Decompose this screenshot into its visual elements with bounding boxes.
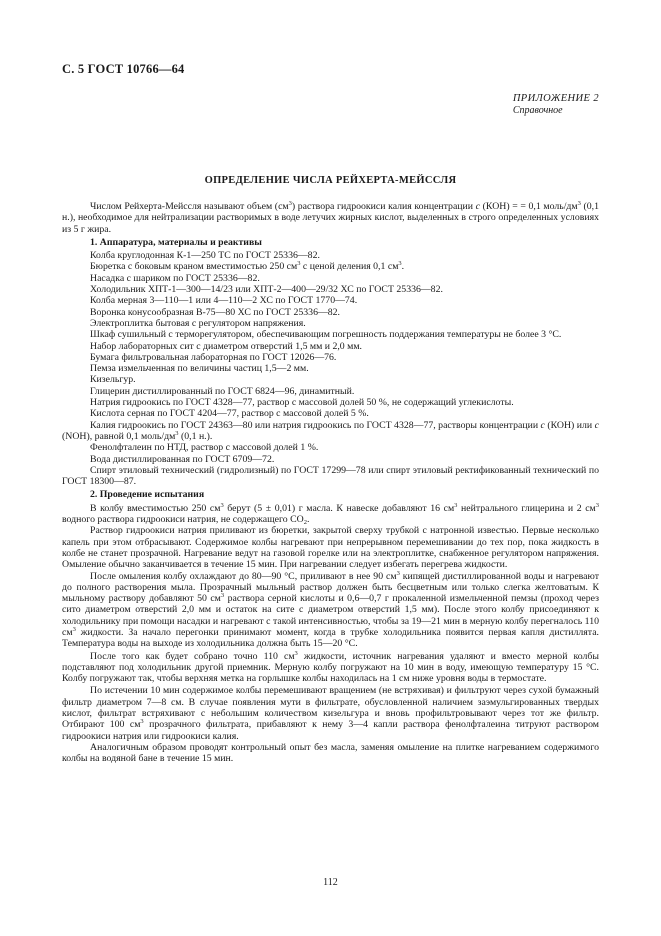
list-item: Кислота серная по ГОСТ 4204—77, раствор с массовой долей 5 %.	[90, 408, 369, 420]
running-header: С. 5 ГОСТ 10766—64	[62, 62, 185, 76]
list-item: Кизельгур.	[90, 374, 136, 386]
list-item: Калия гидроокись по ГОСТ 24363—80 или натрия гидроокись по ГОСТ 4328—77, растворы концентрации c (КОН) или c (NОН), равной 0,1 моль/$дм^3$ (0,1 н.).	[62, 419, 599, 442]
list-item: Набор лабораторных сит с диаметром отверстий 1,5 мм и 2,0 мм.	[90, 340, 363, 352]
paragraph: По истечении 10 мин содержимое колбы перемешивают вращением (не встряхивая) и фильтруют через сухой бумажный фильтр диаметром 7—8 см. В случае появления мути в фильтрате, обусловленной наличием заэмульгированных твердых кислот, фильтрат встряхивают с небольшим количеством кизельгура и вновь профильтровывают через тот же фильтр. Отбирают 100 $см^3$ прозрачного фильтрата, прибавляют к нему 3—4 капли раствора фенолфталеина титруют раствором гидроокиси натрия или гидроокиси калия.	[62, 685, 599, 742]
list-item: Шкаф сушильный с терморегулятором, обеспечивающим погрешность поддержания температуры не более 3 °С.	[90, 329, 562, 341]
list-item: Насадка с шариком по ГОСТ 25336—82.	[90, 272, 260, 284]
list-item: Пемза измельченная по величины частиц 1,5—2 мм.	[90, 363, 309, 375]
list-item: Колба круглодонная К-1—250 ТС по ГОСТ 25336—82.	[90, 250, 320, 262]
paragraph: После омыления колбу охлаждают до 80—90 °С, приливают в нее 90 $см^3$ кипящей дистиллированной воды и нагревают до полного растворения мыла. Прозрачный мыльный раствор должен быть бесцветным или только слегка желтоватым. К мыльному раствору добавляют 50 $см^3$ раствора серной кислоты и 0,6—0,7 г прокаленной измельченной пемзы (проход через сито диаметром отверстий 2,0 мм и остаток на сите с диаметром отверстий 1,5 мм). После этого колбу присоединяют к холодильнику при помощи насадки и нагревают с такой интенсивностью, чтобы за 19—21 мин в мерную колбу перегналось 110 $см^3$ жидкости. За началo перегонки принимают момент, когда в трубке холодильника появится первая капля дистиллята. Температура воды на выходе из холодильника должна быть 15—20 °С.	[62, 569, 600, 650]
section-heading-1: 1. Аппаратура, материалы и реактивы	[90, 236, 262, 248]
appendix-title: ПРИЛОЖЕНИЕ 2	[512, 93, 599, 104]
list-item: Электроплитка бытовая с регулятором напряжения.	[90, 317, 306, 329]
page-number: 112	[323, 877, 338, 888]
list-item: Глицерин дистиллированный по ГОСТ 6824—96, динамитный.	[90, 385, 355, 397]
list-item: Бюретка с боковым краном вместимостью 250 $см^3$ с ценой деления 0,1 $см^3$.	[90, 260, 405, 273]
appendix-note: Справочное	[512, 105, 563, 116]
paragraph: Аналогичным образом проводят контрольный опыт без масла, заменяя омыление на плитке нагреванием содержимого колбы на водяной бане в течение 15 мин.	[62, 741, 599, 765]
paragraph: В колбу вместимостью 250 $см^3$ берут (5 ± 0,01) г масла. К навеске добавляют 16 $см^3$ нейтрального глицерина и 2 $см^3$ водного раствора гидроокиси натрия, не содержащего $СО_2$.	[62, 501, 599, 527]
appendix-label	[513, 93, 599, 117]
list-item: Вода дистиллированная по ГОСТ 6709—72.	[90, 453, 275, 465]
list-item: Спирт этиловый технический (гидролизный) по ГОСТ 17299—78 или спирт этиловый ректификованный технический по ГОСТ 18300—87.	[62, 464, 599, 488]
document-body	[62, 201, 599, 765]
list-item: Фенолфталеин по НТД, раствор с массовой долей 1 %.	[90, 442, 319, 454]
intro-paragraph: Числом Рейхерта-Мейссля называют объем $(см^3)$ раствора гидроокиси калия концентрации c (КОН) = = 0,1 моль/$дм^3$ (0,1 н.), необходимое для нейтрализации растворимых в воде летучих жирных кислот, выделенных в строго определенных условиях из 5 г жира.	[62, 200, 599, 235]
list-item: Холодильник ХПТ-1—300—14/23 или ХПТ-2—400—29/32 ХС по ГОСТ 25336—82.	[90, 284, 443, 296]
list-item: Колба мерная 3—110—1 или 4—110—2 ХС по ГОСТ 1770—74.	[90, 295, 358, 307]
section-heading-2: 2. Проведение испытания	[90, 489, 205, 501]
list-item: Бумага фильтровальная лабораторная по ГОСТ 12026—76.	[90, 351, 337, 363]
page-title: ОПРЕДЕЛЕНИЕ ЧИСЛА РЕЙХЕРТА-МЕЙССЛЯ	[204, 175, 457, 186]
list-item: Натрия гидроокись по ГОСТ 4328—77, раствор с массовой долей 50 %, не содержащий углекислоты.	[90, 397, 514, 409]
list-item: Воронка конусообразная В-75—80 ХС по ГОСТ 25336—82.	[90, 306, 341, 318]
paragraph: Раствор гидроокиси натрия приливают из бюретки, закрытой сверху трубкой с натронной известью. Первые несколько капель при этом отбрасывают. Содержимое колбы нагревают при непрерывном перемешивании до тех пор, пока жидкость в колбе не станет прозрачной. Нагревание ведут на газовой горелке или на электроплитке, снабженное регулятором напряжения. Омыление обычно заканчивается в течение 15 мин. При нагревании следует избегать перегрева жидкости.	[62, 525, 599, 571]
paragraph: После того как будет собрано точно 110 $см^3$ жидкости, источник нагревания удаляют и вместо мерной колбы подставляют под холодильник другой приемник. Мерную колбу погружают на 10 мин в воду, имеющую температуру 15 °С. Колбу погружают так, чтобы верхняя метка на горлышке колбы находилась на 1 см ниже уровня воды в термостате.	[62, 649, 599, 685]
